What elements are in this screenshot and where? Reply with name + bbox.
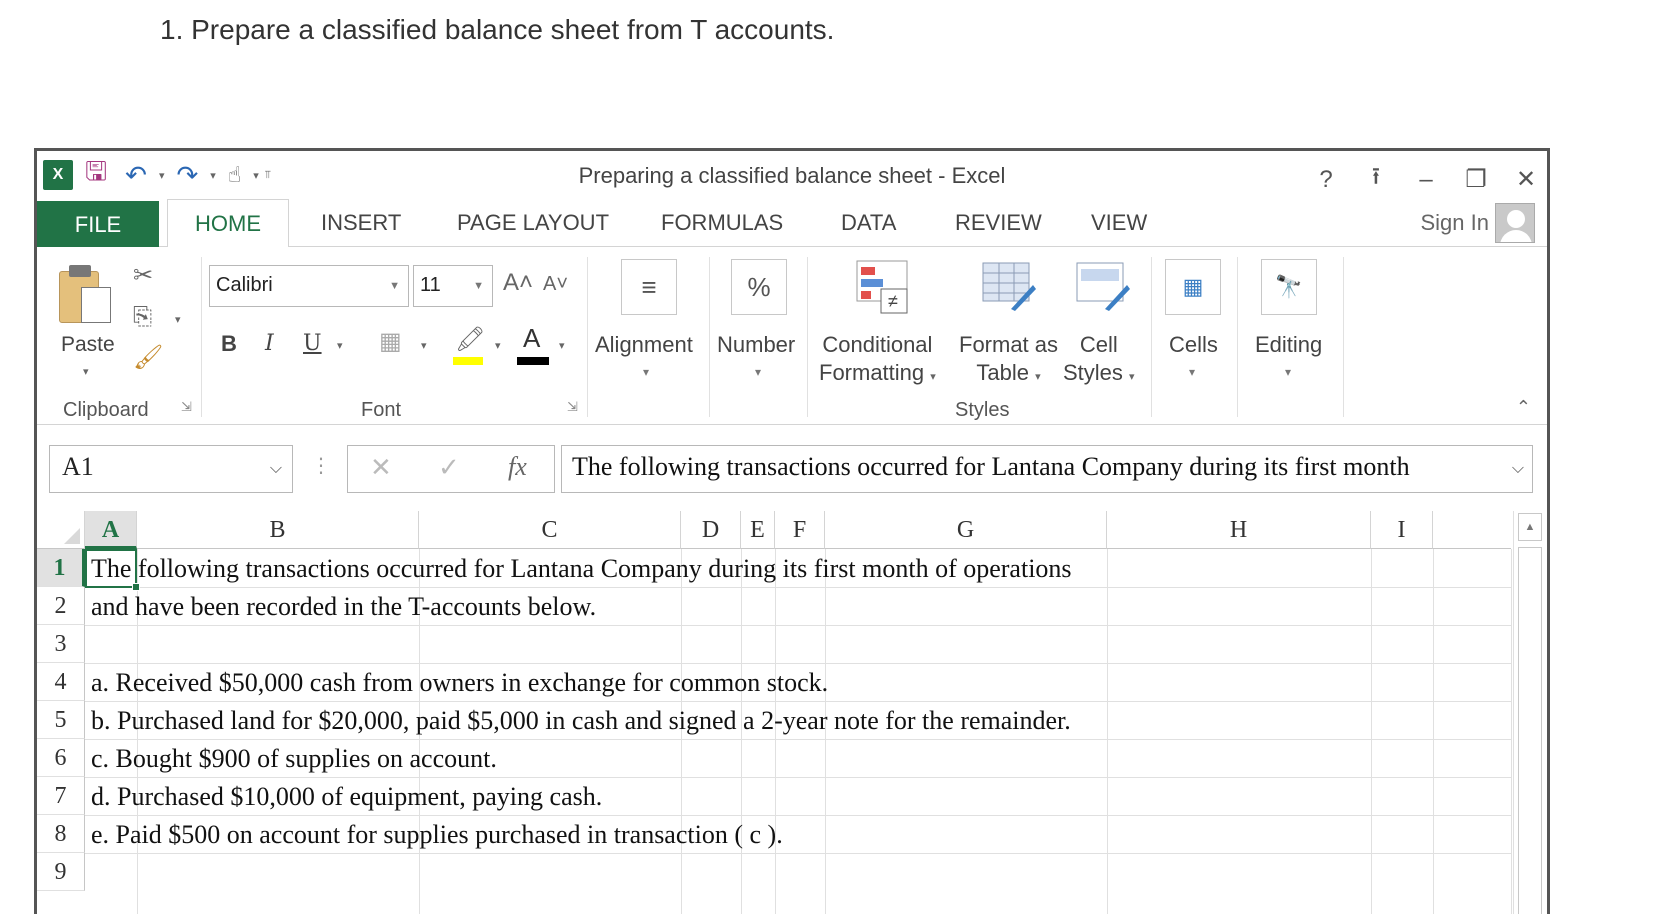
formula-bar-resize-handle[interactable]: ⋮ xyxy=(311,455,331,477)
formula-bar xyxy=(37,425,1547,501)
column-header-c[interactable]: C xyxy=(419,511,681,549)
title-bar xyxy=(37,151,1547,199)
tab-file[interactable]: FILE xyxy=(37,201,159,247)
editing-button[interactable]: Editing xyxy=(1255,332,1323,357)
column-header-d[interactable]: D xyxy=(681,511,741,549)
chevron-down-icon[interactable]: ▼ xyxy=(389,280,400,292)
save-icon[interactable]: 🖫 xyxy=(85,156,108,186)
number-button[interactable]: Number xyxy=(717,332,796,357)
conditional-formatting-label: Formatting xyxy=(819,360,925,385)
undo-icon[interactable]: ↶ xyxy=(125,159,147,190)
name-box-value: A1 xyxy=(62,452,94,481)
active-cell-a1[interactable] xyxy=(85,549,137,588)
cell-a7-text[interactable]: d. Purchased $10,000 of equipment, paying cash. xyxy=(91,782,603,811)
scrollbar-track[interactable] xyxy=(1518,547,1542,914)
font-color-icon[interactable]: A xyxy=(523,323,541,353)
cell-a6-text[interactable]: c. Bought $900 of supplies on account. xyxy=(91,744,497,773)
select-all-button[interactable] xyxy=(37,511,85,549)
row-header-6[interactable]: 6 xyxy=(37,739,85,777)
tab-data[interactable]: DATA xyxy=(841,210,897,235)
alignment-dropdown-icon[interactable]: ▾ xyxy=(643,365,650,379)
font-size-value: 11 xyxy=(420,274,441,296)
format-as-table-line-2: Table ▾ xyxy=(976,360,1041,385)
decrease-font-size-icon[interactable]: A˅ xyxy=(543,273,569,295)
conditional-formatting-button[interactable] xyxy=(819,331,936,391)
close-button[interactable]: ✕ xyxy=(1515,166,1537,193)
touch-dropdown-icon[interactable]: ▾ xyxy=(253,169,259,182)
ribbon-display-options-icon[interactable]: ⭱ xyxy=(1371,163,1381,190)
tab-formulas[interactable]: FORMULAS xyxy=(661,210,784,235)
row-header-4[interactable]: 4 xyxy=(37,663,85,701)
help-button[interactable]: ? xyxy=(1319,165,1333,193)
cut-icon[interactable]: ✂ xyxy=(133,262,154,289)
tab-home[interactable]: HOME xyxy=(167,199,289,248)
font-color-swatch xyxy=(517,357,549,365)
conditional-formatting-icon[interactable] xyxy=(855,259,911,315)
worksheet-grid xyxy=(37,511,1547,914)
enter-icon[interactable]: ✓ xyxy=(438,452,460,482)
window-title: Preparing a classified balance sheet - Excel xyxy=(578,163,1006,188)
percent-icon[interactable]: % xyxy=(731,259,787,315)
copy-dropdown-icon[interactable]: ▾ xyxy=(175,314,181,326)
font-size-combo[interactable] xyxy=(413,265,493,307)
row-header-1[interactable]: 1 xyxy=(37,549,85,587)
column-header-e[interactable]: E xyxy=(741,511,775,549)
sign-in-label[interactable]: Sign In xyxy=(1420,210,1489,235)
row-header-7[interactable]: 7 xyxy=(37,777,85,815)
expand-formula-bar-icon[interactable]: ⌵ xyxy=(1511,460,1524,477)
svg-text:≠: ≠ xyxy=(888,291,898,311)
excel-logo-icon[interactable]: X xyxy=(43,160,73,190)
chevron-down-icon[interactable]: ⌵ xyxy=(269,460,282,477)
cell-styles-button[interactable] xyxy=(1063,331,1135,391)
format-painter-icon[interactable]: 🖌 xyxy=(133,344,164,371)
question-heading: 1. Prepare a classified balance sheet from T accounts. xyxy=(160,14,835,45)
fill-color-swatch xyxy=(453,357,483,365)
row-header-2[interactable]: 2 xyxy=(37,587,85,625)
tab-view[interactable]: VIEW xyxy=(1091,210,1148,235)
font-group-label: Font xyxy=(361,399,402,421)
cell-a4-text[interactable]: a. Received $50,000 cash from owners in exchange for common stock. xyxy=(91,668,829,697)
conditional-formatting-line-2: Formatting ▾ xyxy=(819,360,936,385)
cell-a2-text[interactable]: and have been recorded in the T-accounts below. xyxy=(91,592,597,621)
ribbon-tabs xyxy=(37,199,1547,247)
clipboard-group-label: Clipboard xyxy=(63,399,149,421)
cell-styles-line-1: Cell xyxy=(1079,332,1118,357)
name-box[interactable] xyxy=(49,445,293,493)
collapse-ribbon-icon[interactable]: ⌃ xyxy=(1515,397,1531,417)
column-header-h[interactable]: H xyxy=(1107,511,1371,549)
customize-qat-icon[interactable]: ⫪ xyxy=(264,168,271,181)
underline-dropdown-icon[interactable]: ▾ xyxy=(337,340,343,352)
alignment-button[interactable]: Alignment xyxy=(595,332,693,357)
column-header-f[interactable]: F xyxy=(775,511,825,549)
row-header-5[interactable]: 5 xyxy=(37,701,85,739)
borders-icon[interactable]: ▦ xyxy=(379,328,402,355)
cell-a5-text[interactable]: b. Purchased land for $20,000, paid $5,000 in cash and signed a 2-year note for the remainder. xyxy=(91,706,1071,735)
format-as-table-label: Table xyxy=(976,360,1029,385)
tab-review[interactable]: REVIEW xyxy=(955,210,1042,235)
underline-button[interactable]: U xyxy=(303,331,322,356)
format-as-table-line-1: Format as xyxy=(959,332,1059,357)
italic-button[interactable]: I xyxy=(265,331,274,356)
fill-color-dropdown-icon[interactable]: ▾ xyxy=(495,340,501,352)
font-name-combo[interactable] xyxy=(209,265,409,307)
redo-dropdown-icon[interactable]: ▾ xyxy=(210,169,216,182)
conditional-formatting-line-1: Conditional xyxy=(822,332,933,357)
number-dropdown-icon[interactable]: ▾ xyxy=(755,365,762,379)
touch-mode-icon[interactable]: ☝ xyxy=(227,162,242,187)
chevron-down-icon[interactable]: ▼ xyxy=(473,280,484,292)
window-controls xyxy=(1315,159,1537,200)
column-header-a[interactable]: A xyxy=(85,511,137,549)
copy-icon[interactable]: ⎘ xyxy=(133,303,153,330)
insert-function-icon[interactable]: fx xyxy=(508,452,527,481)
row-header-8[interactable]: 8 xyxy=(37,815,85,853)
cancel-icon[interactable]: ✕ xyxy=(370,452,392,482)
column-header-i[interactable]: I xyxy=(1371,511,1433,549)
row-header-3[interactable]: 3 xyxy=(37,625,85,663)
fill-color-icon[interactable]: 🖍 xyxy=(455,326,486,353)
row-header-9[interactable]: 9 xyxy=(37,853,85,891)
font-launcher-icon[interactable]: ⇲ xyxy=(567,399,578,414)
paste-dropdown-icon[interactable]: ▾ xyxy=(83,366,89,378)
cell-a8-text[interactable]: e. Paid $500 on account for supplies purchased in transaction ( c ). xyxy=(91,820,783,849)
redo-icon[interactable]: ↷ xyxy=(176,159,199,190)
styles-group-label: Styles xyxy=(955,399,1010,421)
formula-buttons xyxy=(347,445,555,493)
cells-icon[interactable]: ▦ xyxy=(1165,259,1221,315)
tab-insert[interactable]: INSERT xyxy=(321,210,402,235)
scroll-up-icon[interactable]: ▲ xyxy=(1518,513,1542,541)
tab-page-layout[interactable]: PAGE LAYOUT xyxy=(457,210,610,235)
paste-icon[interactable] xyxy=(59,261,115,325)
undo-dropdown-icon[interactable]: ▾ xyxy=(158,169,165,182)
cells-button[interactable]: Cells xyxy=(1169,332,1218,357)
minimize-button[interactable]: – xyxy=(1419,165,1433,193)
column-header-b[interactable]: B xyxy=(137,511,419,549)
editing-dropdown-icon[interactable]: ▾ xyxy=(1285,365,1292,379)
avatar-icon[interactable] xyxy=(1495,203,1535,243)
bold-button[interactable]: B xyxy=(221,331,237,356)
restore-icon[interactable]: ❐ xyxy=(1465,166,1487,193)
paste-button[interactable]: Paste xyxy=(61,333,115,356)
cell-a1-text[interactable]: The following transactions occurred for Lantana Company during its first month of operations xyxy=(91,554,1072,583)
cell-styles-icon[interactable] xyxy=(1075,259,1131,315)
cell-styles-label: Styles xyxy=(1063,360,1123,385)
font-color-dropdown-icon[interactable]: ▾ xyxy=(559,340,565,352)
excel-window xyxy=(34,148,1550,914)
sign-in[interactable] xyxy=(1421,203,1536,243)
binoculars-icon[interactable]: 🔭 xyxy=(1261,259,1317,315)
clipboard-launcher-icon[interactable]: ⇲ xyxy=(181,399,192,414)
ribbon xyxy=(37,247,1547,425)
borders-dropdown-icon[interactable]: ▾ xyxy=(421,340,427,352)
alignment-icon[interactable]: ≡ xyxy=(621,259,677,315)
formula-input[interactable] xyxy=(561,445,1533,493)
vertical-scrollbar[interactable] xyxy=(1513,511,1543,914)
formula-content: The following transactions occurred for Lantana Company during its first month xyxy=(572,452,1410,481)
increase-font-size-icon[interactable]: A˄ xyxy=(503,269,534,296)
font-name-value: Calibri xyxy=(216,274,273,296)
cells-dropdown-icon[interactable]: ▾ xyxy=(1189,365,1196,379)
column-header-blank xyxy=(1433,511,1511,549)
column-header-g[interactable]: G xyxy=(825,511,1107,549)
cell-styles-line-2: Styles ▾ xyxy=(1063,360,1135,385)
format-as-table-icon[interactable] xyxy=(981,259,1037,315)
format-as-table-button[interactable] xyxy=(959,331,1058,391)
